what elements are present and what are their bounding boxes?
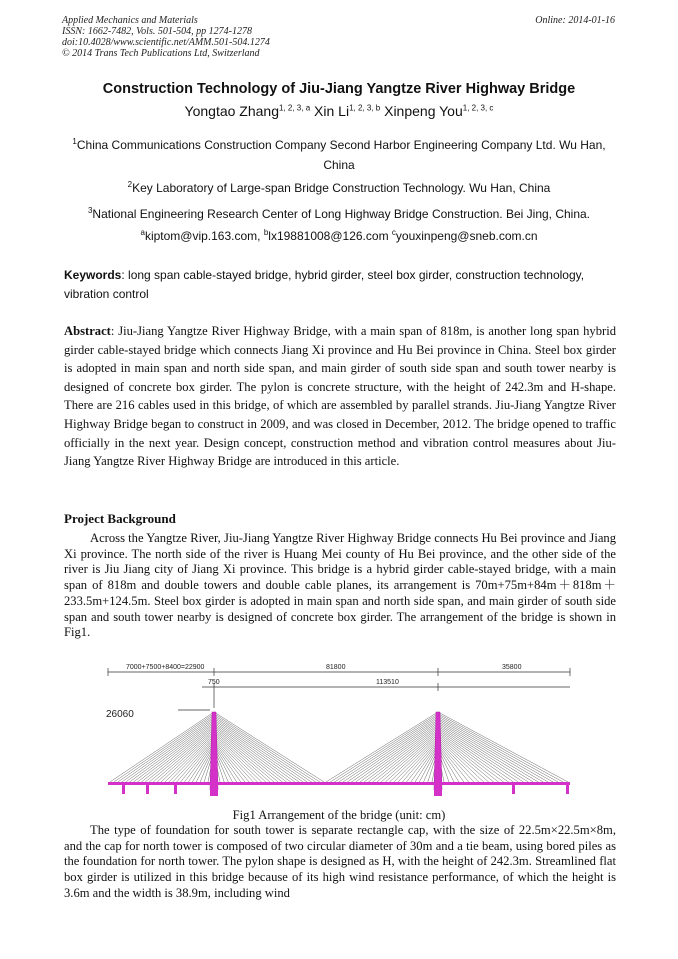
bridge-deck (108, 782, 570, 785)
keywords-text: : long span cable-stayed bridge, hybrid girder, steel box girder, construction technology, vibration control (64, 268, 585, 301)
stay-cable (368, 728, 438, 782)
dimension-113510-label: 113510 (376, 679, 399, 686)
abstract (64, 322, 616, 471)
author-sup: 1, 2, 3, c (462, 103, 494, 113)
email-line (0, 228, 678, 243)
affiliation-1 (60, 132, 618, 175)
affiliation-text: National Engineering Research Center of Long Highway Bridge Construction. Bei Jing, China. (92, 207, 591, 221)
stay-cable (149, 728, 214, 782)
author-name: Xinpeng You (384, 103, 463, 119)
dimension-main-label: 81800 (326, 664, 346, 671)
towers (210, 712, 442, 790)
author-list (0, 103, 678, 119)
stay-cable (438, 722, 538, 782)
dimension-left-label: 7000+7500+8400=22900 (126, 664, 205, 671)
stay-cable (438, 726, 523, 782)
affiliation-sup: 1 (72, 137, 77, 146)
stay-cable (438, 730, 513, 782)
stay-cable (330, 714, 438, 782)
stay-cable (438, 744, 469, 782)
stay-cables (110, 712, 568, 782)
stay-cable (214, 722, 299, 782)
keywords (64, 266, 616, 304)
dimension-right-label: 35800 (502, 664, 522, 671)
journal-name: Applied Mechanics and Materials (62, 15, 198, 26)
issn-line: ISSN: 1662-7482, Vols. 501-504, pp 1274-1278 (62, 26, 252, 37)
author-sup: 1, 2, 3, a (279, 103, 311, 113)
stay-cable (214, 728, 282, 782)
abstract-text: : Jiu-Jiang Yangtze River Highway Bridge, with a main span of 818m, is another long span hybrid girder cable-stayed bridge which connects Jiang Xi province and Hu Bei province in China. Steel box girder is adopted in main span and north side span, and main girder of south side span and south tower nearby is designed of concrete box girder. The pylon is concrete structure, with the height of 242.3m and H-shape. There are 216 cables used in this bridge, of which are assembled by parallel strands. Jiu-Jiang Yangtze River Highway Bridge began to construct in 2009, and was closed in December, 2012. The bridge opened to traffic officially in the next year. Design concept, construction method and vibration control measures about Jiu-Jiang Yangtze River Highway Bridge are introduced in this article. (64, 324, 616, 469)
author-sup: 1, 2, 3, b (349, 103, 381, 113)
email-sup: c (391, 228, 396, 237)
online-date: Online: 2014-01-16 (535, 15, 615, 26)
email-address[interactable]: kiptom@vip.163.com, (144, 229, 264, 243)
stay-cable (339, 717, 438, 782)
keywords-label: Keywords (64, 268, 122, 282)
stay-cable (390, 736, 438, 782)
stay-cable (161, 733, 214, 782)
stay-cable (381, 733, 438, 782)
stay-cable (114, 714, 214, 782)
author-name: Xin Li (314, 103, 350, 119)
stay-cable (438, 718, 548, 782)
stay-cable (438, 736, 494, 782)
stay-cable (214, 714, 320, 782)
bridge-arrangement-figure (102, 660, 574, 808)
affiliation-2 (60, 175, 618, 198)
stay-cable (169, 736, 214, 782)
stay-cable (126, 718, 214, 782)
stay-cable (214, 718, 307, 782)
dimension-750-label: 750 (208, 679, 220, 686)
stay-cable (134, 722, 214, 782)
stay-cable (364, 726, 438, 782)
affiliation-3 (60, 201, 618, 224)
affiliation-text: China Communications Construction Company Second Harbor Engineering Company Ltd. Wu Han, China (76, 138, 606, 172)
paper-title: Construction Technology of Jiu-Jiang Yangtze River Highway Bridge (102, 81, 576, 97)
affiliation-text: Key Laboratory of Large-span Bridge Construction Technology. Wu Han, China (132, 181, 551, 195)
affiliation-sup: 2 (127, 180, 133, 189)
copyright-line: © 2014 Trans Tech Publications Ltd, Switzerland (62, 48, 260, 59)
stay-cable (438, 720, 543, 782)
author-name: Yongtao Zhang (184, 103, 280, 119)
affiliation-sup: 3 (87, 206, 93, 215)
paragraph-project-background: Across the Yangtze River, Jiu-Jiang Yangtze River Highway Bridge connects Hu Bei province and Jiang Xi province. The north side of the river is Huang Mei county of Hu Bei province, and the other side of the river is Jiu Jiang city of Jiang Xi province. This bridge is a hybrid girder cable-stayed bridge, with a main span of 818m and double towers and double cable planes, its arrangement is 70m+75m+84m＋818m＋233.5m+124.5m. Steel box girder is adopted in main span and north side span, and main girder of south side span and south tower nearby is designed of concrete box girder. The arrangement of the bridge is shown in Fig1. (64, 531, 616, 640)
dimension-lines (108, 668, 570, 710)
stay-cable (438, 717, 553, 782)
email-sup: a (140, 228, 145, 237)
email-sup: b (263, 228, 269, 237)
stay-cable (343, 718, 438, 782)
stay-cable (351, 722, 438, 782)
email-address[interactable]: youxinpeng@sneb.com.cn (395, 229, 538, 243)
stay-cable (214, 733, 270, 782)
abstract-label: Abstract (64, 324, 111, 338)
email-address[interactable]: lx19881008@126.com (268, 229, 392, 243)
paragraph-foundation: The type of foundation for south tower is separate rectangle cap, with the size of 22.5m×22.5m×8m, and the cap for north tower is composed of two circular diameter of 30m and a tie beam, using bored piles as the foundation for north tower. The pylon shape is designed as H, with the height of 242.3m. Streamlined flat box girder is utilized in this bridge because of its high wind resistance performance, of which the height is 3.6m and the width is 38.9m, including wind (64, 823, 616, 900)
figure-caption: Fig1 Arrangement of the bridge (unit: cm) (232, 808, 446, 822)
stay-cable (214, 736, 262, 782)
height-label: 26060 (106, 709, 134, 720)
journal-header (62, 15, 270, 59)
section-heading: Project Background (64, 511, 176, 526)
doi-line: doi:10.4028/www.scientific.net/AMM.501-504.1274 (62, 37, 270, 48)
